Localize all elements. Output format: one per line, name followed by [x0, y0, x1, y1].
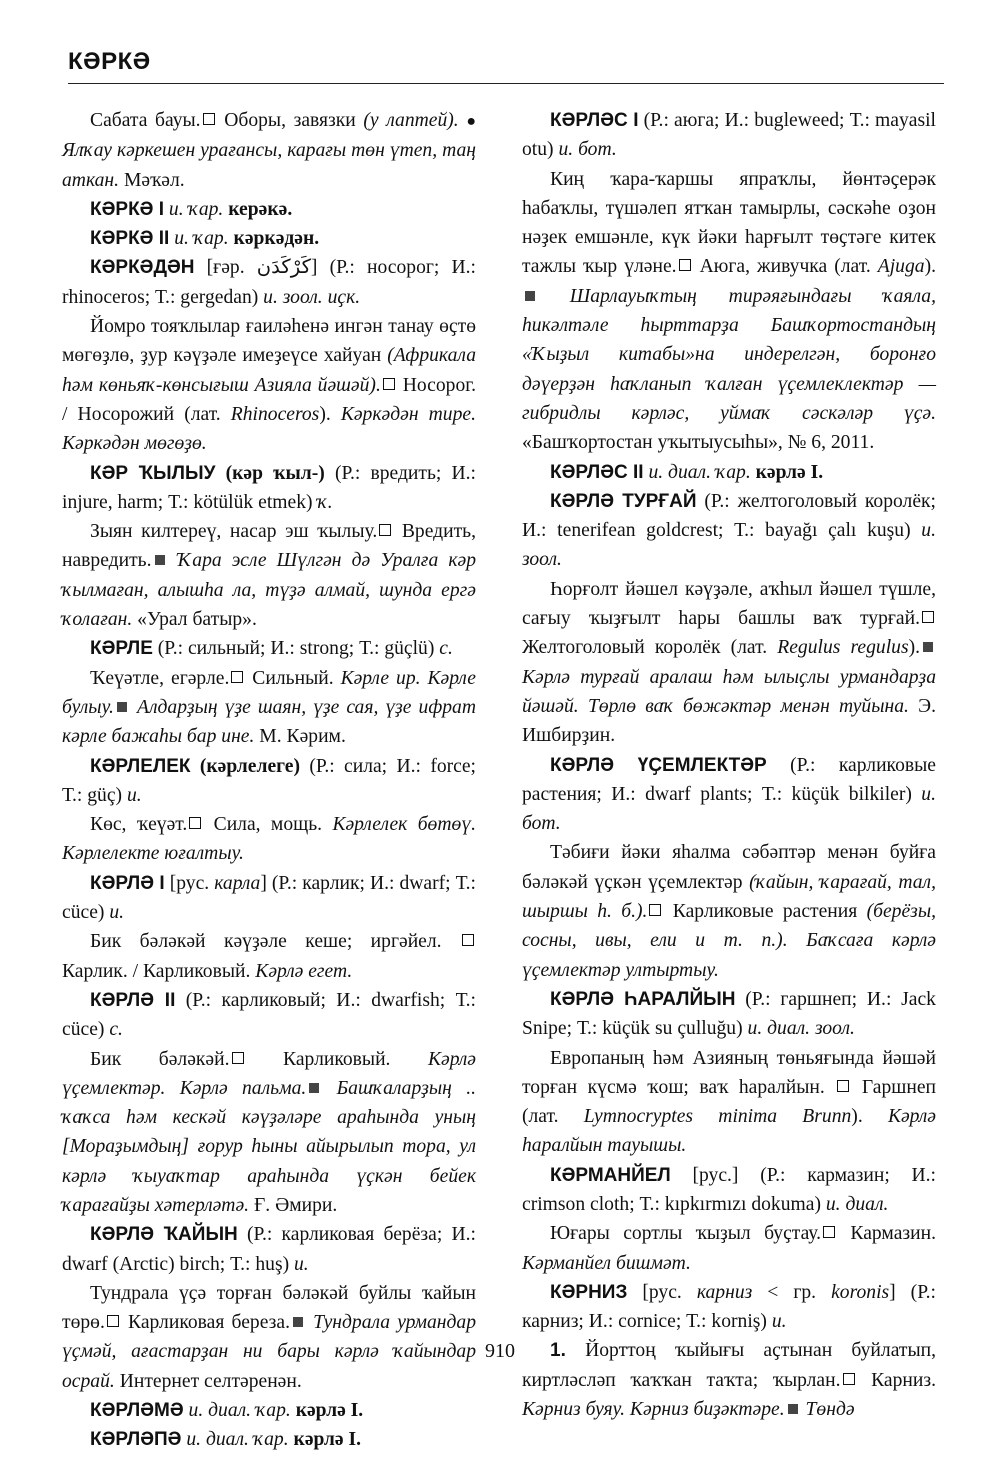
russian-marker-icon	[649, 904, 661, 916]
russian-marker-icon	[462, 934, 474, 946]
entry-karla-2: КӘРЛӘ II (Р.: карликовый; И.: dwarfish; Т.: cüce) с.	[62, 989, 476, 1041]
russian-marker-icon	[231, 671, 243, 683]
entry-karkaden: КӘРКӘДӘН [ғәр. كَرْكَدَن] (Р.: носорог; И.: rhinoceros; Т.: gergedan) и. зоол. иҫк.	[62, 257, 476, 308]
entry-kar-kylyu: КӘР ҠЫЛЫУ (кәр ҡыл-) (Р.: вредить; И.: injure, harm; Т.: kötülük etmek) ҡ.	[62, 462, 476, 513]
entry-karlelek-def: Көс, ҡеүәт. Сила, мощь. Кәрлелек бөтөү. Кәрлелекте юғалтыу.	[62, 814, 477, 865]
example-marker-icon	[923, 642, 933, 652]
entry-karla-2-def: Бик бәләкәй. Карликовый. Кәрлә үҫемлектәр. Кәрлә пальма. Башҡаларҙың .. ҡаҡса һәм кескәй кәүҙәләре араһында уның [Мораҙымдың] ғорур һыны айырылып тора, ул кәрлә ҡыуаҡтар араһында үҫкән бейек ҡарағайҙы хәтерләтә. Ғ. Әмири.	[62, 1048, 476, 1216]
bullet-icon: ●	[466, 113, 476, 130]
entry-karkaden-def: Йомро тояҡлылар ғаиләһенә ингән танау өҫтө мөгөҙлө, ҙур кәүҙәле имеҙеүсе хайуан (Африкала һәм көньяҡ-көнсығыш Азияла йәшәй). Носорог. / Носорожий (лат. Rhinoceros). Кәркәдән тире. Кәркәдән мөгөҙө.	[62, 316, 476, 455]
example-marker-icon	[788, 1404, 798, 1414]
entry-karlas-1: КӘРЛӘС I (Р.: аюга; И.: bugleweed; Т.: mayasil otu) и. бот.	[522, 110, 936, 161]
example-marker-icon	[309, 1083, 319, 1093]
entry-karla-kayin-def: Тундрала үҫә торған бәләкәй буйлы ҡайын төрө. Карликовая береза. Тундрала урмандар үҫмәй, ағастарҙан ни бары кәрлә ҡайындар осрай. Интернет селтәренән.	[62, 1282, 477, 1392]
entry-karmanyel: КӘРМАНЙЕЛ [рус.] (Р.: кармазин; И.: crimson cloth; Т.: kıpkırmızı dokuma) и. диал.	[522, 1164, 936, 1215]
entry-karmanyel-def: Юғары сортлы ҡыҙыл буҫтау. Кармазин. Кәрманйел бишмәт.	[522, 1223, 937, 1274]
entry-karla-haralyin-def: Европаның һәм Азияның төньяғында йәшәй торған күсмә ҡош; ваҡ һаралйын. Гаршнеп (лат. Lymnocryptes minima Brunn). Кәрлә һаралйын тауышы.	[522, 1047, 936, 1157]
russian-marker-icon	[189, 817, 201, 829]
entry-karniz: КӘРНИЗ [рус. карниз < гр. koronis] (Р.: карниз; И.: cornice; Т.: korniş) и.	[522, 1281, 936, 1333]
entry-karla-turgay-def: Һорғолт йәшел кәүҙәле, аҡһыл йәшел түшле, сағыу ҡыҙғылт һары башлы ваҡ турғай. Желтоголовый королёк (лат. Regulus regulus). Кәрлә турғай аралаш һәм ылыҫлы урмандарҙа йәшәй. Төрлө ваҡ бөжәктәр менән туйына. Э. Ишбирҙин.	[522, 578, 937, 747]
entry-karlas-2: КӘРЛӘС II и. диал. ҡар. кәрлә I.	[550, 461, 824, 483]
entry-karla-haralyin: КӘРЛӘ ҺАРАЛЙЫН (Р.: гаршнеп; И.: Jack Snipe; Т.: küçük su çulluğu) и. диал. зоол.	[522, 988, 936, 1040]
left-column	[62, 106, 476, 1455]
example-marker-icon	[293, 1317, 303, 1327]
example-marker-icon	[155, 555, 165, 565]
entry-karlas-1-def: Киң ҡара-ҡаршы япраҡлы, йөнтәҫерәк һабаҡлы, түшәлеп ятҡан тамырлы, сәскәһе оҙон нәҙек емшәнле, күк йәки һарғылт төҫтәге китек тажлы ҡыр үләне. Аюга, живучка (лат. Ajuga). Шарлауыҡтың тирәяғындағы ҡаяла, һикәлтәле һырттарҙа Башҡортостандың «Ҡыҙыл китабы»на индерелгән, боронғо дәүерҙән һаҡланып ҡалған үҫемлеклектәр — гибридлы кәрләс, уймаҡ сәскәләр үҫә. «Башҡортостан уҡытыусыһы», № 6, 2011.	[522, 168, 936, 454]
russian-marker-icon	[379, 524, 391, 536]
entry-karlape: КӘРЛӘПӘ и. диал. ҡар. кәрлә I.	[90, 1429, 362, 1451]
entry-karla-1-def: Бик бәләкәй кәүҙәле кеше; иргәйел. Карлик. / Карликовый. Кәрлә егет.	[62, 927, 476, 986]
russian-marker-icon	[107, 1315, 119, 1327]
entry-continuation: Сабата бауы. Оборы, завязки (у лаптей). ● Ялҡау кәркешен урағансы, карағы төн үтеп, таң аткан. Мәҡәл.	[62, 110, 476, 191]
entry-karla-usemlektar: КӘРЛӘ ҮҪЕМЛЕКТӘР (Р.: карликовые растения; И.: dwarf plants; Т.: küçük bilkiler) и. бот.	[522, 754, 936, 835]
russian-marker-icon	[922, 611, 934, 623]
entry-kar-kylyu-def: Зыян килтереү, насар эш ҡылыу. Вредить, навредить. Ҡара эсле Шүлгән дә Уралға кәр ҡылмаған, алышһа ла, түҙә алмай, шунда ергә ҡолаған. «Урал батыр».	[62, 521, 476, 631]
russian-marker-icon	[203, 113, 215, 125]
entry-karle: КӘРЛЕ (Р.: сильный; И.: strong; Т.: güçlü) с.	[90, 638, 453, 660]
entry-karlelek: КӘРЛЕЛЕК (кәрлелеге) (Р.: сила; И.: force; Т.: güç) и.	[62, 755, 476, 806]
entry-karniz-def: 1. Йорттоң ҡыйығы аҫтынан буйлатып, киртләсләп ҡаҡҡан таҡта; ҡырлан. Карниз. Кәрниз буяу. Кәрниз биҙәктәре. Төндә	[522, 1340, 936, 1421]
entry-karla-turgay: КӘРЛӘ ТУРҒАЙ (Р.: желтоголовый королёк; И.: tenerifean goldcrest; Т.: bayağı çalı kuşu) и. зоол.	[522, 490, 936, 571]
russian-marker-icon	[843, 1373, 855, 1385]
entry-karlame: КӘРЛӘМӘ и. диал. ҡар. кәрлә I.	[90, 1400, 364, 1422]
page-number: 910	[485, 1340, 515, 1362]
running-head: КӘРКӘ	[68, 48, 151, 75]
russian-marker-icon	[383, 378, 395, 390]
entry-karke-2: КӘРКӘ II и. ҡар. кәркәдән.	[90, 228, 320, 250]
entry-karla-kayin: КӘРЛӘ ҠАЙЫН (Р.: карликовая берёза; И.: dwarf (Arctic) birch; Т.: huş) и.	[62, 1224, 476, 1275]
entry-karla-1: КӘРЛӘ I [рус. карла] (Р.: карлик; И.: dwarf; Т.: cüce) и.	[62, 872, 476, 924]
entry-karle-def: Ҡеүәтле, егәрле. Сильный. Кәрле ир. Кәрле булыу. Алдарҙың үҙе шаян, үҙе сая, үҙе ифрат кәрле бажаһы бар ине. М. Кәрим.	[62, 667, 476, 748]
entry-karke-1: КӘРКӘ I и. ҡар. керәкә.	[90, 198, 293, 220]
right-column	[522, 106, 936, 1424]
header-rule	[68, 83, 944, 84]
entry-karla-usemlektar-def: Тәбиғи йәки яһалма сәбәптәр менән буйға бәләкәй үҫкән үҫемлектәр (ҡайын, ҡарағай, тал, шыршы һ. б.). Карликовые растения (берёзы, сосны, ивы, ели и т. п.). Баҡсаға кәрлә үҫемлектәр ултыртыу.	[522, 842, 937, 981]
russian-marker-icon	[679, 259, 691, 271]
russian-marker-icon	[232, 1052, 244, 1064]
example-marker-icon	[117, 702, 127, 712]
russian-marker-icon	[823, 1226, 835, 1238]
russian-marker-icon	[837, 1080, 849, 1092]
example-marker-icon	[525, 291, 535, 301]
